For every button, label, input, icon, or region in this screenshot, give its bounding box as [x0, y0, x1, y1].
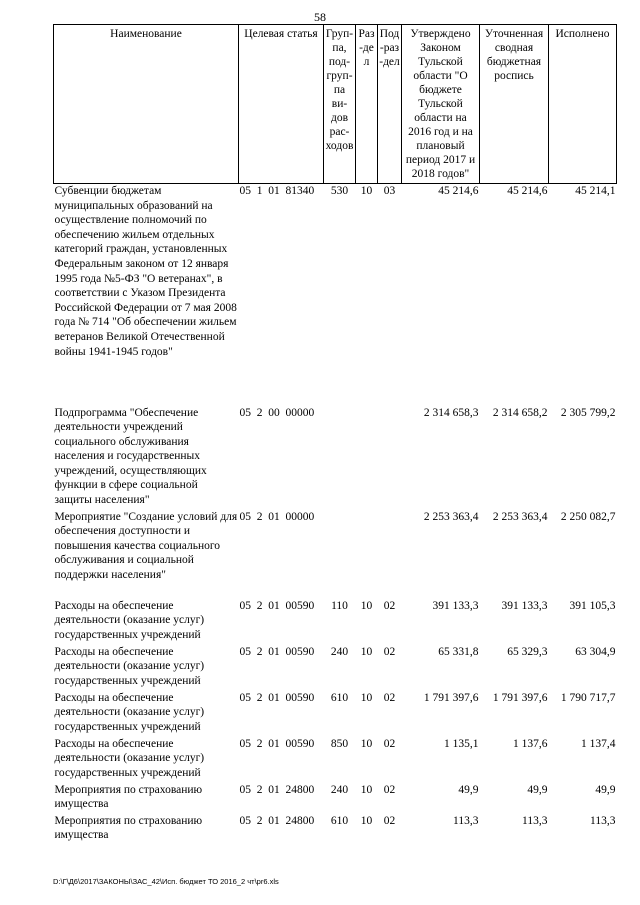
row-target: 05 1 01 81340: [239, 185, 315, 197]
table-row: [54, 599, 617, 645]
row-subsection: [378, 406, 402, 510]
row-refined: 1 137,6: [513, 737, 548, 750]
row-executed: 2 250 082,7: [560, 510, 616, 523]
row-refined: 2 253 363,4: [492, 510, 548, 523]
row-target: 05 2 01 24800: [239, 814, 315, 827]
header-executed: Исполнено: [549, 25, 617, 184]
table-row: [54, 783, 617, 814]
row-approved: 49,9: [458, 783, 479, 796]
table-row: [54, 691, 617, 737]
row-refined: 1 791 397,6: [492, 691, 548, 704]
row-subsection: 02: [383, 814, 396, 827]
page-number: 58: [314, 10, 326, 24]
row-target: 05 2 01 24800: [239, 783, 315, 796]
row-subsection: 03: [383, 185, 396, 197]
row-executed: 113,3: [590, 814, 616, 827]
row-section: 10: [360, 814, 373, 827]
row-refined: 113,3: [522, 814, 548, 827]
row-refined: 49,9: [527, 783, 548, 796]
row-executed: 49,9: [595, 783, 616, 796]
row-target: 05 2 01 00590: [239, 645, 315, 658]
row-subsection: 02: [383, 783, 396, 796]
row-approved: 113,3: [453, 814, 479, 827]
row-executed: 391 105,3: [569, 599, 616, 612]
row-refined: 391 133,3: [501, 599, 548, 612]
row-subsection: 02: [383, 691, 396, 704]
row-target: 05 2 01 00590: [239, 737, 315, 750]
row-executed: 1 790 717,7: [560, 691, 616, 704]
header-name: Наименование: [54, 25, 239, 184]
row-name: Расходы на обеспечение деятельности (оказание услуг) государственных учреждений: [54, 691, 205, 733]
row-section: 10: [360, 691, 373, 704]
row-approved: 391 133,3: [432, 599, 479, 612]
row-target: 05 2 01 00000: [239, 510, 315, 523]
budget-table: [53, 24, 617, 845]
header-group: Груп-па, под-груп-па ви-дов рас-ходов: [324, 25, 356, 184]
row-executed: 45 214,1: [575, 185, 616, 197]
row-section: 10: [360, 737, 373, 750]
table-row: [54, 510, 617, 599]
row-group: 110: [331, 599, 348, 612]
row-executed: 63 304,9: [575, 645, 616, 658]
footer-file-path: D:\Г\Д6\2017\ЗАКОНЫ\ЗАС_42\Исп. бюджет ТО 2016_2 чт\pr6.xls: [53, 877, 279, 886]
row-name: Расходы на обеспечение деятельности (оказание услуг) государственных учреждений: [54, 737, 205, 779]
row-group: 610: [330, 691, 349, 704]
table-row: [54, 406, 617, 510]
row-approved: 2 253 363,4: [423, 510, 479, 523]
row-refined: 65 329,3: [507, 645, 548, 658]
row-subsection: [378, 510, 402, 599]
row-refined: 45 214,6: [507, 185, 548, 197]
table-row: [54, 184, 617, 406]
row-group: 530: [330, 185, 349, 197]
row-executed: 2 305 799,2: [560, 406, 616, 419]
row-name: Мероприятия по страхованию имущества: [54, 783, 203, 811]
row-section: 10: [360, 783, 373, 796]
row-group: 610: [330, 814, 349, 827]
row-group: 240: [330, 783, 349, 796]
row-section: 10: [360, 599, 373, 612]
row-section: 10: [360, 645, 373, 658]
row-group: 850: [330, 737, 349, 750]
row-section: [356, 510, 378, 599]
row-approved: 1 135,1: [444, 737, 479, 750]
row-approved: 1 791 397,6: [423, 691, 479, 704]
row-name: Подпрограмма "Обеспечение деятельности учреждений социального обслуживания населения и государственных учреждений, осуществляющих функции в сфере социальной защиты населения": [54, 406, 207, 507]
row-group: [324, 510, 356, 599]
table-body: [54, 184, 617, 845]
header-target: Целевая статья: [239, 25, 324, 184]
table-header: [54, 25, 617, 184]
row-executed: 1 137,4: [581, 737, 616, 750]
header-approved: Утверждено Законом Тульской области "О бюджете Тульской области на 2016 год и на плановый период 2017 и 2018 годов": [402, 25, 480, 184]
row-name: Мероприятие "Создание условий для обеспечения доступности и повышения качества социального обслуживания и социальной поддержки населения": [54, 510, 238, 581]
row-name: Расходы на обеспечение деятельности (оказание услуг) государственных учреждений: [54, 599, 205, 641]
row-refined: 2 314 658,2: [492, 406, 548, 419]
table-row: [54, 645, 617, 691]
row-target: 05 2 01 00590: [239, 599, 315, 612]
row-approved: 65 331,8: [438, 645, 479, 658]
table-row: [54, 737, 617, 783]
row-section: [356, 406, 378, 510]
row-name: Мероприятия по страхованию имущества: [54, 814, 203, 842]
header-refined: Уточненная сводная бюджетная роспись: [480, 25, 549, 184]
row-target: 05 2 01 00590: [239, 691, 315, 704]
row-target: 05 2 00 00000: [239, 406, 315, 419]
header-section: Раз-дел: [356, 25, 378, 184]
row-subsection: 02: [383, 645, 396, 658]
row-name: Субвенции бюджетам муниципальных образований на осуществление полномочий по обеспечению жильем отдельных категорий граждан, установленных Федеральным законом от 12 января 1995 года №5-ФЗ "О ветеранах", в соответствии с Указом Президента Российской Федерации от 7 мая 2008 года № 714 "Об обеспечении жильем ветеранов Великой Отечественной войны 1941-1945 годов": [54, 185, 237, 358]
header-subsection: Под-раз-дел: [378, 25, 402, 184]
row-subsection: 02: [383, 599, 396, 612]
row-group: [324, 406, 356, 510]
row-subsection: 02: [383, 737, 396, 750]
table-row: [54, 814, 617, 845]
row-section: 10: [360, 185, 373, 197]
row-approved: 45 214,6: [438, 185, 479, 197]
row-name: Расходы на обеспечение деятельности (оказание услуг) государственных учреждений: [54, 645, 205, 687]
row-group: 240: [330, 645, 349, 658]
row-approved: 2 314 658,3: [423, 406, 479, 419]
